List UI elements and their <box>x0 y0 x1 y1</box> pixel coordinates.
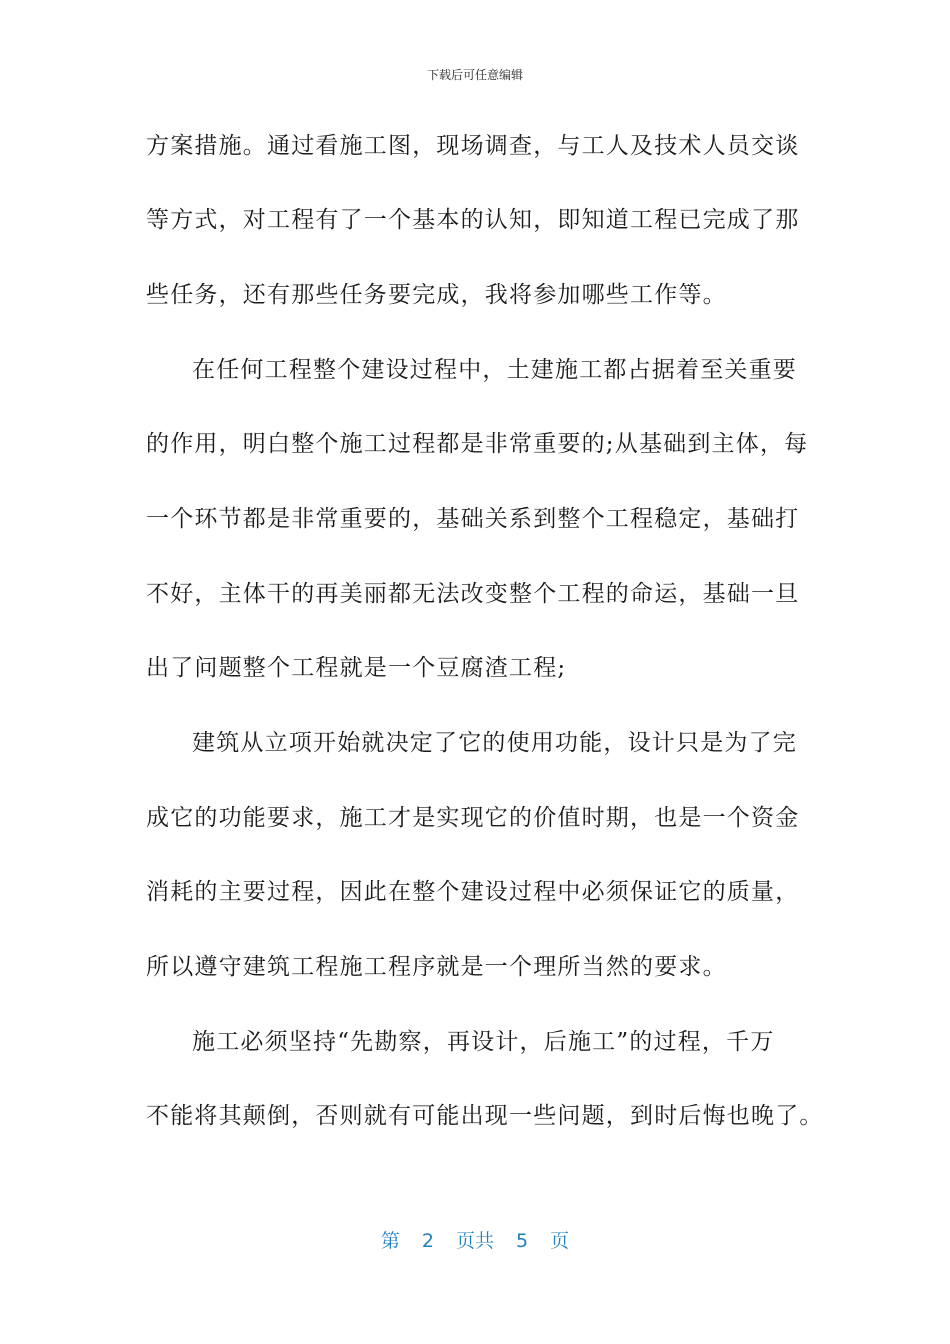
text-line: 的作用，明白整个施工过程都是非常重要的;从基础到主体，每 <box>146 431 809 457</box>
page-middle-text: 页共 <box>455 1230 494 1252</box>
text-line: 成它的功能要求，施工才是实现它的价值时期，也是一个资金 <box>146 805 800 831</box>
text-line: 方案措施。通过看施工图，现场调查，与工人及技术人员交谈 <box>146 133 800 159</box>
text-line: 一个环节都是非常重要的，基础关系到整个工程稳定，基础打 <box>146 506 800 532</box>
page-prefix: 第 <box>380 1230 400 1252</box>
total-pages-number: 5 <box>516 1230 529 1252</box>
page-number-footer <box>0 1226 950 1253</box>
text-line: 些任务，还有那些任务要完成，我将参加哪些工作等。 <box>146 282 727 308</box>
paragraph-start-line: 在任何工程整个建设过程中，土建施工都占据着至关重要 <box>192 357 797 383</box>
text-line: 等方式，对工程有了一个基本的认知，即知道工程已完成了那 <box>146 207 800 233</box>
paragraph-start-line: 建筑从立项开始就决定了它的使用功能，设计只是为了完 <box>192 730 797 756</box>
text-line: 消耗的主要过程，因此在整个建设过程中必须保证它的质量， <box>146 879 800 905</box>
text-line: 不好，主体干的再美丽都无法改变整个工程的命运，基础一旦 <box>146 581 800 607</box>
text-line: 不能将其颠倒，否则就有可能出现一些问题，到时后悔也晚了。 <box>146 1103 824 1129</box>
paragraph-start-line: 施工必须坚持“先勘察，再设计，后施工”的过程，千万 <box>192 1029 775 1055</box>
current-page-number: 2 <box>421 1230 434 1252</box>
header-note: 下载后可任意编辑 <box>426 68 523 82</box>
text-line: 出了问题整个工程就是一个豆腐渣工程; <box>146 655 567 681</box>
page-suffix: 页 <box>550 1230 570 1252</box>
text-line: 所以遵守建筑工程施工程序就是一个理所当然的要求。 <box>146 954 727 980</box>
